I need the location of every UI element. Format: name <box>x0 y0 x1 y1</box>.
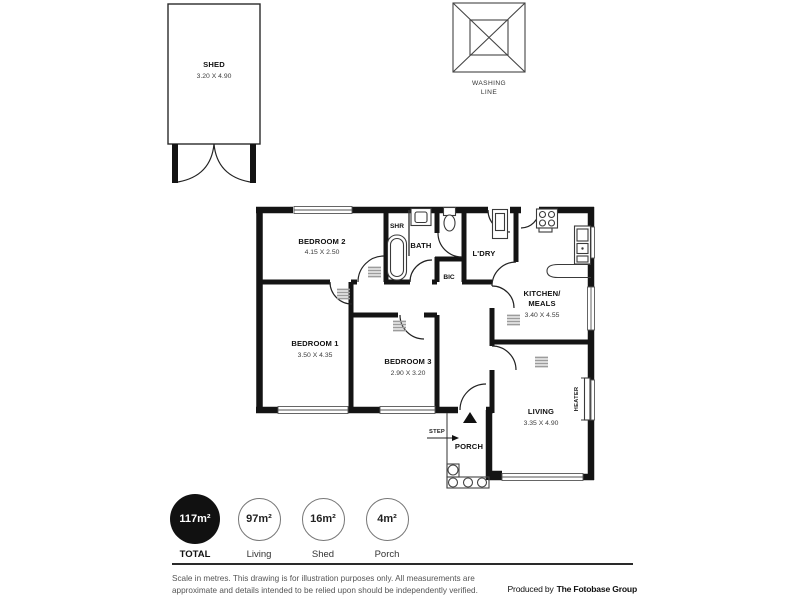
living-dims: 3.35 X 4.90 <box>523 420 559 427</box>
disclaimer-line-2: approximate and details intended to be relied upon should be independently verified. <box>172 585 478 595</box>
door-arc-laundry-kitchen <box>492 262 516 286</box>
shed-door-jamb-right <box>250 144 256 183</box>
total-area-label: TOTAL <box>179 549 211 560</box>
bedroom2-label: BEDROOM 2 <box>298 237 346 246</box>
footer-divider <box>172 563 633 565</box>
washing-line-diagonals <box>453 3 525 72</box>
summary-item-shed <box>295 493 351 560</box>
living-area-value: 97m² <box>246 513 272 525</box>
entry-triangle <box>463 412 477 423</box>
vent-icon-kitchen <box>507 316 520 325</box>
porch-area-label: Porch <box>374 549 400 560</box>
shower-label: SHR <box>390 223 404 230</box>
porch-area-value: 4m² <box>377 513 397 525</box>
kitchen-dims: 3.40 X 4.55 <box>524 312 560 319</box>
toilet-cistern <box>444 208 456 216</box>
bedroom1-dims: 3.50 X 4.35 <box>297 352 333 359</box>
door-arc-bath <box>410 260 432 282</box>
laundry-label: L'DRY <box>472 249 496 258</box>
shed-label: SHED <box>203 60 225 69</box>
vent-icon-living <box>535 358 548 367</box>
living-area-label: Living <box>246 549 272 560</box>
living-label: LIVING <box>527 407 555 416</box>
bedroom3-dims: 2.90 X 3.20 <box>390 370 426 377</box>
stove <box>537 209 558 228</box>
porch-circle-box <box>366 493 409 545</box>
credit-prefix: Produced by <box>507 584 554 594</box>
living-area-circle <box>238 498 281 541</box>
washing-line-label-2: LINE <box>480 89 498 96</box>
shed-door-arc-left <box>178 144 214 182</box>
porch-area-circle <box>366 498 409 541</box>
shed-area-label: Shed <box>311 549 335 560</box>
shed <box>168 4 260 183</box>
living-circle-box <box>238 493 281 545</box>
kitchen-bench <box>547 265 591 278</box>
porch-tile-box-bottom <box>447 477 489 488</box>
bedroom2-dims: 4.15 X 2.50 <box>304 249 340 256</box>
shed-door-jamb-left <box>172 144 178 183</box>
kitchen-label-2: MEALS <box>528 299 556 308</box>
door-arc-bedroom2 <box>358 256 384 282</box>
total-circle-box <box>170 493 220 545</box>
total-area-circle <box>170 494 220 544</box>
summary-item-total <box>167 493 223 560</box>
vent-icon-bedroom2 <box>368 268 381 277</box>
door-arc-living-entry <box>492 346 516 370</box>
heater-unit <box>585 378 591 420</box>
producer-credit <box>508 584 638 594</box>
shed-area-circle <box>302 498 345 541</box>
bedroom3-label: BEDROOM 3 <box>384 357 432 366</box>
area-summary <box>167 493 415 560</box>
credit-name: The Fotobase Group <box>556 584 637 594</box>
summary-item-living <box>231 493 287 560</box>
porch-post <box>448 465 458 475</box>
step-arrow-head <box>452 435 459 441</box>
oven-front <box>539 228 552 232</box>
door-arc-kitchen-entry <box>492 286 514 308</box>
bic-label: BIC <box>443 274 455 281</box>
shed-dims: 3.20 X 4.90 <box>196 73 232 80</box>
shed-circle-box <box>302 493 345 545</box>
step-label: STEP <box>429 429 445 435</box>
washing-line-label-1: WASHING <box>471 80 507 87</box>
kitchen-sink-drain <box>581 247 583 249</box>
shed-area-value: 16m² <box>310 513 336 525</box>
porch-post <box>464 478 473 487</box>
disclaimer-line-1: Scale in metres. This drawing is for illustration purposes only. All measurements are <box>172 574 475 583</box>
total-area-value: 117m² <box>179 513 211 525</box>
porch-label: PORCH <box>454 442 484 451</box>
door-arc-front-door <box>460 384 486 410</box>
bath-label: BATH <box>410 241 432 250</box>
shed-door-arc-right <box>214 144 250 182</box>
vent-icon-bedroom1 <box>337 290 350 299</box>
bedroom1-label: BEDROOM 1 <box>291 339 339 348</box>
toilet-bowl <box>444 215 455 231</box>
door-arc-wc <box>438 233 462 257</box>
kitchen-label-1: KITCHEN/ <box>523 289 561 298</box>
heater-label: HEATER <box>574 386 580 412</box>
porch-post <box>449 478 458 487</box>
summary-item-porch <box>359 493 415 560</box>
disclaimer-text <box>172 573 478 596</box>
washing-line-icon <box>453 3 525 96</box>
porch-post <box>478 478 487 487</box>
